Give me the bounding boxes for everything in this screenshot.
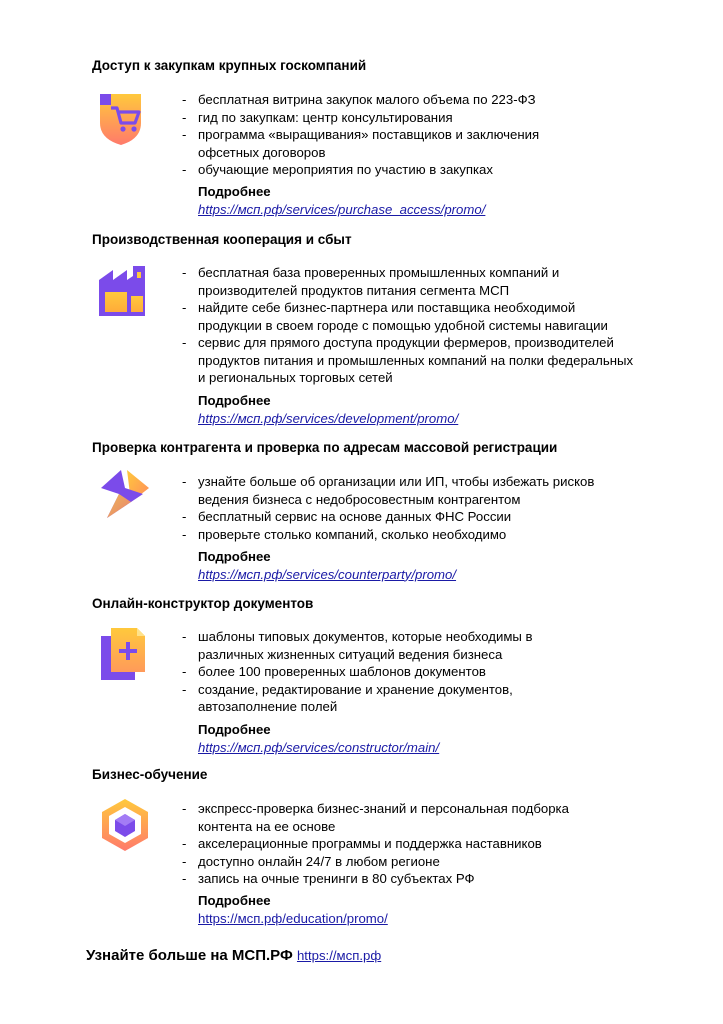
list-item: - гид по закупкам: центр консультирования (182, 109, 652, 127)
list-item: - проверьте столько компаний, сколько необходимо (182, 526, 652, 544)
footer-text: Узнайте больше на МСП.РФ (86, 947, 293, 964)
section-title-constructor: Онлайн-конструктор документов (92, 596, 314, 611)
list-item: - обучающие мероприятия по участию в закупках (182, 161, 652, 179)
list-item: - запись на очные тренинги в 80 субъектах РФ (182, 870, 652, 888)
more-link-purchases[interactable]: https://мсп.рф/services/purchase_access/promo/ (198, 201, 486, 217)
more-label: Подробнее (198, 893, 271, 908)
list-item: - доступно онлайн 24/7 в любом регионе (182, 853, 652, 871)
more-block-counterparty (198, 548, 456, 583)
hexagon-cube-icon (97, 797, 153, 853)
more-block-education (198, 892, 388, 927)
more-link-counterparty[interactable]: https://мсп.рф/services/counterparty/promo/ (198, 566, 457, 582)
section-title-counterparty: Проверка контрагента и проверка по адресам массовой регистрации (92, 440, 558, 455)
more-block-cooperation (198, 392, 458, 427)
document-add-icon (97, 626, 153, 682)
shopping-cart-shield-icon (97, 91, 153, 147)
list-item: - найдите себе бизнес-партнера или поставщика необходимой продукции в своем городе с помощью удобной системы навигации (182, 299, 638, 334)
more-link-education[interactable]: https://мсп.рф/education/promo/ (198, 910, 388, 926)
more-link-cooperation[interactable]: https://мсп.рф/services/development/promo/ (198, 410, 459, 426)
list-item: - акселерационные программы и поддержка наставников (182, 835, 652, 853)
lightning-icon (97, 466, 153, 522)
more-link-constructor[interactable]: https://мсп.рф/services/constructor/main/ (198, 739, 440, 755)
footer (86, 947, 381, 964)
more-label: Подробнее (198, 184, 271, 199)
list-item: - узнайте больше об организации или ИП, чтобы избежать рисков ведения бизнеса с недобросовестным контрагентом (182, 473, 618, 508)
more-block-purchases (198, 183, 485, 218)
bullet-list-education (182, 800, 652, 888)
list-item: - программа «выращивания» поставщиков и заключения офсетных договоров (182, 126, 563, 161)
footer-link[interactable]: https://мсп.рф (296, 948, 382, 963)
list-item: - бесплатный сервис на основе данных ФНС России (182, 508, 652, 526)
more-label: Подробнее (198, 549, 271, 564)
section-title-education: Бизнес-обучение (92, 767, 208, 782)
more-block-constructor (198, 721, 439, 756)
list-item: - бесплатная витрина закупок малого объема по 223-ФЗ (182, 91, 652, 109)
more-label: Подробнее (198, 393, 271, 408)
section-title-cooperation: Производственная кооперация и сбыт (92, 232, 352, 247)
factory-icon (97, 264, 153, 320)
list-item: - бесплатная база проверенных промышленных компаний и производителей продуктов питания сегмента МСП (182, 264, 598, 299)
list-item: - экспресс-проверка бизнес-знаний и персональная подборка контента на ее основе (182, 800, 608, 835)
bullet-list-cooperation (182, 264, 652, 387)
list-item: - более 100 проверенных шаблонов документов (182, 663, 652, 681)
list-item: - создание, редактирование и хранение документов, автозаполнение полей (182, 681, 543, 716)
list-item: - сервис для прямого доступа продукции фермеров, производителей продуктов питания и промышленных компаний на полки федеральных и региональных торговых сетей (182, 334, 643, 387)
list-item: - шаблоны типовых документов, которые необходимы в различных жизненных ситуаций ведения бизнеса (182, 628, 543, 663)
section-title-purchases: Доступ к закупкам крупных госкомпаний (92, 58, 367, 73)
bullet-list-counterparty (182, 473, 652, 543)
more-label: Подробнее (198, 722, 271, 737)
bullet-list-purchases (182, 91, 652, 179)
bullet-list-constructor (182, 628, 652, 716)
